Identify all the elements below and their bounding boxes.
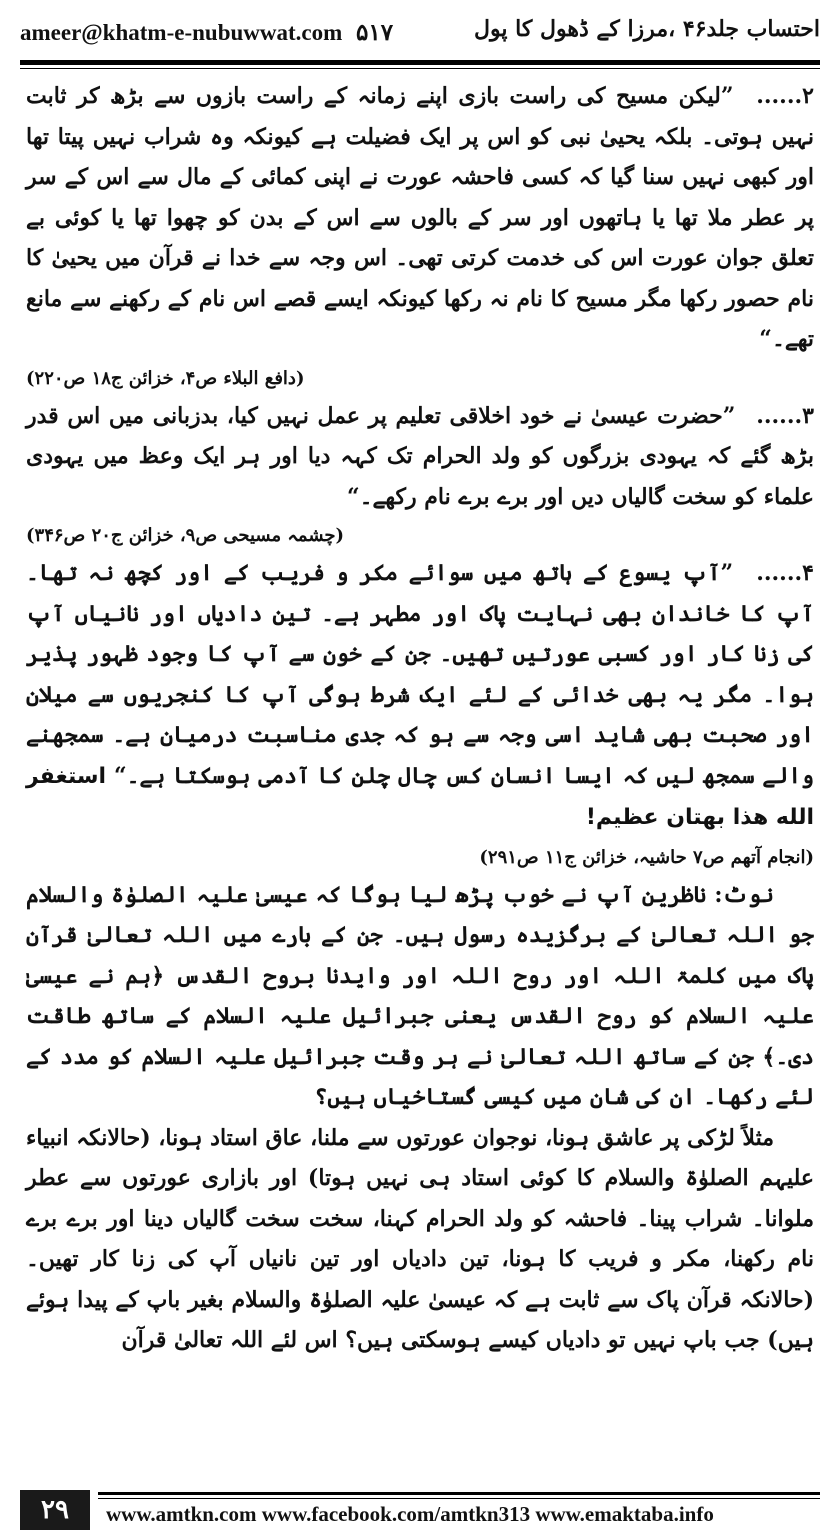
paragraph-text: ”لیکن مسیح کی راست بازی اپنے زمانہ کے راست بازوں سے بڑھ کر ثابت نہیں ہوتی۔ بلکہ یحییٰ نبی کو اس پر ایک فضیلت ہے کیونکہ وہ شراب نہیں پیتا تھا اور کبھی نہیں سنا گیا کہ کسی فاحشہ عورت نے اپنی کمائی کے مال سے اس کے سر پر عطر ملا تھا یا ہاتھوں اور سر کے بالوں سے اس کے بدن کو چھوا تھا یا کوئی بے تعلق جوان عورت اس کی خدمت کرتی تھی۔ اس وجہ سے خدا نے قرآن میں یحییٰ کا نام حصور رکھا مگر مسیح کا نام نہ رکھا کیونکہ ایسے قصے اس نام کے رکھنے سے مانع تھے۔“: [26, 83, 814, 352]
paragraph-3: [26, 396, 814, 518]
header-title: احتساب جلد۴۶ ،مرزا کے ڈھول کا پول: [474, 16, 820, 42]
arabic-phrase: استغفر الله هذا بهتان عظيم!: [26, 763, 814, 830]
closing-paragraph: مثلاً لڑکی پر عاشق ہونا، نوجوان عورتوں سے ملنا، عاق استاد ہونا، (حالانکہ انبیاء علیہم الصلوٰۃ والسلام کا کوئی استاد ہی نہیں ہوتا) اور بازاری عورتوں سے عطر ملوانا۔ شراب پینا۔ فاحشہ کو ولد الحرام کہنا، سخت سخت گالیاں دینا اور برے برے نام رکھنا، مکر و فریب کا ہونا، تین دادیاں اور تین نانیاں آپ کی زنا کار تھیں۔ (حالانکہ قرآن پاک سے ثابت ہے کہ عیسیٰ علیہ الصلوٰۃ والسلام بغیر باپ کے پیدا ہوئے ہیں) جب باپ نہیں تو دادیاں کیسے ہوسکتی ہیں؟ اس لئے اللہ تعالیٰ قرآن: [26, 1124, 814, 1353]
page-header: [20, 14, 820, 54]
footer-rule-thin: [98, 1498, 820, 1499]
header-email: ameer@khatm-e-nubuwwat.com: [20, 20, 343, 45]
paragraph-text: ”آپ یسوع کے ہاتھ میں سوائے مکر و فریب کے اور کچھ نہ تھا۔ آپ کا خاندان بھی نہایت پاک اور مطہر ہے۔ تین دادیاں اور نانیاں آپ کی زنا کار اور کسبی عورتیں تھیں۔ جن کے خون سے آپ کا وجود ظہور پذیر ہوا۔ مگر یہ بھی خدائی کے لئے ایک شرط ہوگی آپ کا کنجریوں سے میلان اور صحبت بھی شاید اسی وجہ سے ہو کہ جدی مناسبت درمیان ہے۔ سمجھنے والے سمجھ لیں کہ ایسا انسان کس چال چلن کا آدمی ہوسکتا ہے۔“: [26, 560, 814, 789]
paragraph-number: ۲......: [756, 83, 814, 109]
paragraph-2: [26, 76, 814, 360]
footer-rule-thick: [98, 1492, 820, 1495]
header-rule-thin: [20, 68, 820, 69]
paragraph-text: ”حضرت عیسیٰ نے خود اخلاقی تعلیم پر عمل نہیں کیا، بدزبانی میں اس قدر بڑھ گئے کہ یہودی بزرگوں کو ولد الحرام تک کہہ دیا اور ہر ایک وعظ میں یہودی علماء کو سخت گالیاں دیں اور برے برے نام رکھے۔“: [26, 402, 814, 510]
reference: (چشمہ مسیحی ص۹، خزائن ج۲۰ ص۳۴۶): [26, 525, 345, 546]
footer-links[interactable]: www.amtkn.com www.facebook.com/amtkn313 www.emaktaba.info: [106, 1502, 714, 1526]
header-left: [20, 20, 393, 46]
paragraph-number: ۳......: [756, 402, 814, 429]
header-rule-thick: [20, 60, 820, 65]
paragraph-number: ۴......: [756, 560, 814, 586]
paragraph-4: [26, 553, 814, 839]
header-page-ref: ۵۱۷: [356, 20, 394, 45]
reference: (انجام آتھم ص۷ حاشیہ، خزائن ج۱۱ ص۲۹۱): [479, 846, 814, 868]
page-number: ۲۹: [20, 1490, 90, 1530]
note-paragraph: نوٹ: ناظرین آپ نے خوب پڑھ لیا ہوگا کہ عیسیٰ علیہ الصلوٰۃ والسلام جو اللہ تعالیٰ کے برگزیدہ رسول ہیں۔ جن کے بارے میں اللہ تعالیٰ قرآن پاک میں کلمۃ اللہ اور روح اللہ اور وایدنا بروح القدس ﴿ہم نے عیسیٰ علیہ السلام کو روح القدس یعنی جبرائیل علیہ السلام کے ساتھ طاقت دی۔﴾ جن کے ساتھ اللہ تعالیٰ نے ہر وقت جبرائیل علیہ السلام کو مدد کے لئے رکھا۔ ان کی شان میں کیسی گستاخیاں ہیں؟: [26, 881, 814, 1110]
page-footer: [20, 1488, 820, 1532]
page-content: [26, 76, 814, 1361]
reference: (دافع البلاء ص۴، خزائن ج۱۸ ص۲۲۰): [26, 367, 305, 389]
